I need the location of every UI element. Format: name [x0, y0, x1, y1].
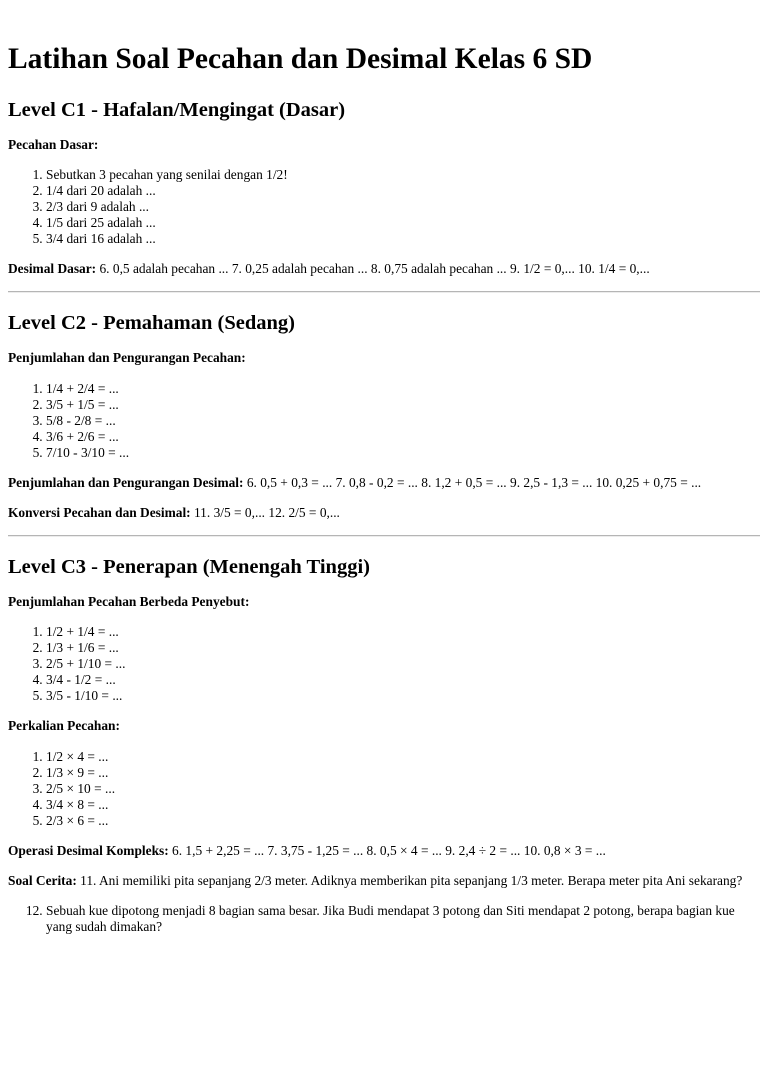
c1-decimal-text: 6. 0,5 adalah pecahan ... 7. 0,25 adalah pecahan ... 8. 0,75 adalah pecahan ... 9. 1/2 = 0,... 10. 1/4 = 0,...	[96, 261, 650, 276]
page-title: Latihan Soal Pecahan dan Desimal Kelas 6 SD	[8, 43, 593, 75]
c3-complex-label: Operasi Desimal Kompleks:	[8, 843, 169, 858]
list-item: 2. 1/4 dari 20 adalah ...	[46, 183, 760, 199]
level-c1-heading: Level C1 - Hafalan/Mengingat (Dasar)	[8, 99, 346, 121]
list-item: 5. 3/5 - 1/10 = ...	[46, 688, 760, 704]
c3-multiplication-list	[8, 749, 760, 829]
list-item: 1. 1/2 × 4 = ...	[46, 749, 760, 765]
list-item: 3. 2/5 × 10 = ...	[46, 781, 760, 797]
c2-conversion-label: Konversi Pecahan dan Desimal:	[8, 505, 191, 520]
list-item: 1. Sebutkan 3 pecahan yang senilai dengan 1/2!	[46, 167, 760, 183]
c1-decimal-paragraph	[8, 261, 760, 277]
list-item: 4. 1/5 dari 25 adalah ...	[46, 215, 760, 231]
list-item: 5. 3/4 dari 16 adalah ...	[46, 231, 760, 247]
c3-addition-list	[8, 624, 760, 704]
c1-fraction-label: Pecahan Dasar:	[8, 137, 99, 152]
c2-decimal-label: Penjumlahan dan Pengurangan Desimal:	[8, 475, 244, 490]
c3-multiplication-label: Perkalian Pecahan:	[8, 718, 120, 733]
list-item: 4. 3/6 + 2/6 = ...	[46, 429, 760, 445]
list-item: 5. 2/3 × 6 = ...	[46, 813, 760, 829]
list-item: 1. 1/2 + 1/4 = ...	[46, 624, 760, 640]
c2-decimal-paragraph	[8, 475, 760, 491]
list-item: 2. 1/3 × 9 = ...	[46, 765, 760, 781]
list-item: 3. 5/8 - 2/8 = ...	[46, 413, 760, 429]
list-item: 3. 2/3 dari 9 adalah ...	[46, 199, 760, 215]
c3-story-label: Soal Cerita:	[8, 873, 77, 888]
c2-fraction-list	[8, 381, 760, 461]
c3-story-list	[8, 903, 760, 935]
c3-complex-paragraph	[8, 843, 760, 859]
c1-fraction-list	[8, 167, 760, 247]
c2-decimal-text: 6. 0,5 + 0,3 = ... 7. 0,8 - 0,2 = ... 8. 1,2 + 0,5 = ... 9. 2,5 - 1,3 = ... 10. 0,25 + 0,75 = ...	[243, 475, 702, 490]
c3-complex-text: 6. 1,5 + 2,25 = ... 7. 3,75 - 1,25 = ... 8. 0,5 × 4 = ... 9. 2,4 ÷ 2 = ... 10. 0,8 × 3 = ...	[168, 843, 606, 858]
c3-story-paragraph	[8, 873, 760, 889]
list-item: 4. 3/4 - 1/2 = ...	[46, 672, 760, 688]
list-item: 12. Sebuah kue dipotong menjadi 8 bagian sama besar. Jika Budi mendapat 3 potong dan Siti mendapat 2 potong, berapa bagian kue yang sudah dimakan?	[46, 903, 760, 935]
c2-conversion-text: 11. 3/5 = 0,... 12. 2/5 = 0,...	[190, 505, 340, 520]
section-divider	[8, 291, 760, 293]
c3-addition-label: Penjumlahan Pecahan Berbeda Penyebut:	[8, 594, 250, 609]
section-divider	[8, 535, 760, 537]
list-item: 3. 2/5 + 1/10 = ...	[46, 656, 760, 672]
c1-decimal-label: Desimal Dasar:	[8, 261, 97, 276]
list-item: 1. 1/4 + 2/4 = ...	[46, 381, 760, 397]
c3-story-text: 11. Ani memiliki pita sepanjang 2/3 meter. Adiknya memberikan pita sepanjang 1/3 meter. Berapa meter pita Ani sekarang?	[76, 873, 743, 888]
c2-fraction-label: Penjumlahan dan Pengurangan Pecahan:	[8, 350, 246, 365]
c2-conversion-paragraph	[8, 505, 760, 521]
list-item: 4. 3/4 × 8 = ...	[46, 797, 760, 813]
level-c2-heading: Level C2 - Pemahaman (Sedang)	[8, 312, 295, 334]
list-item: 2. 1/3 + 1/6 = ...	[46, 640, 760, 656]
list-item: 5. 7/10 - 3/10 = ...	[46, 445, 760, 461]
level-c3-heading: Level C3 - Penerapan (Menengah Tinggi)	[8, 556, 370, 578]
list-item: 2. 3/5 + 1/5 = ...	[46, 397, 760, 413]
